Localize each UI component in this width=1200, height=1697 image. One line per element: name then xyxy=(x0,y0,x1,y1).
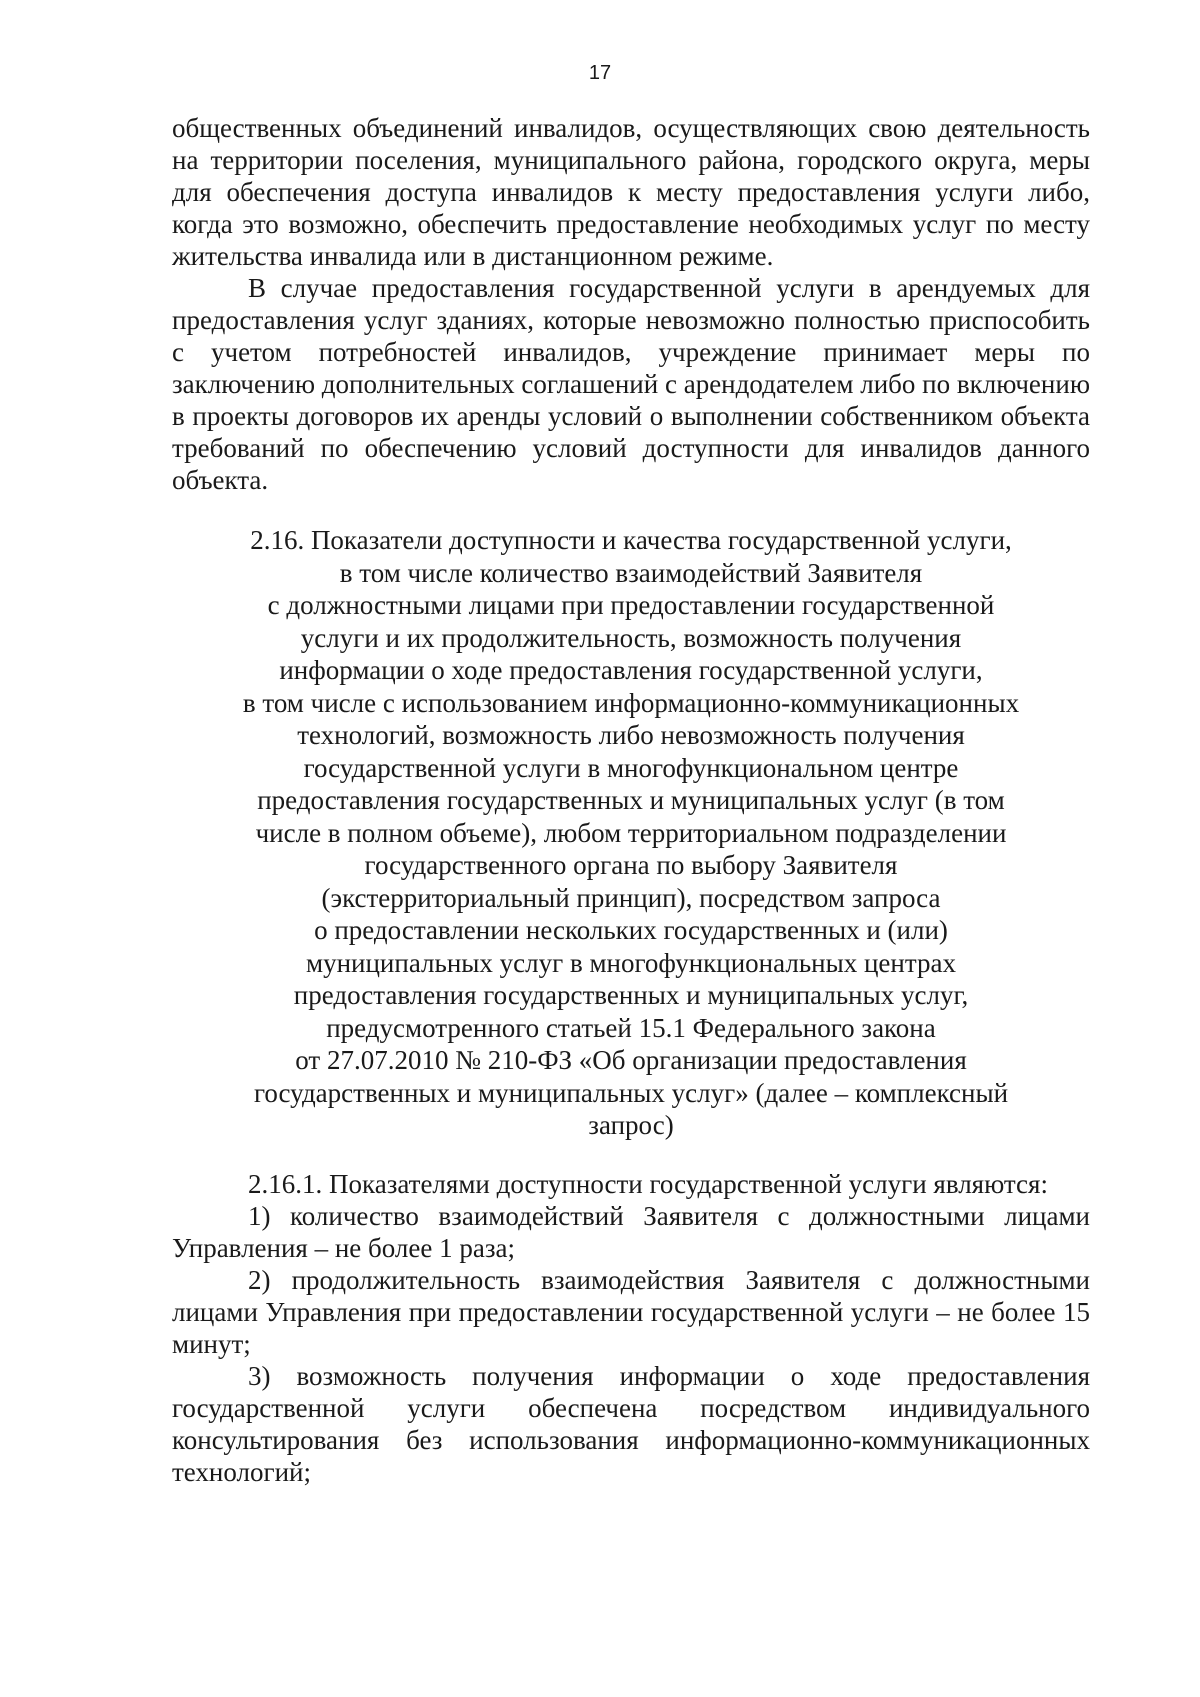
heading-line: предусмотренного статьей 15.1 Федерального закона xyxy=(326,1012,936,1043)
list-item-3: 3) возможность получения информации о ходе предоставления государственной услуги обеспечена посредством индивидуального консультирования без использования информационно-коммуникационных технологий; xyxy=(172,1360,1090,1487)
list-item-1: 1) количество взаимодействий Заявителя с должностными лицами Управления – не более 1 раза; xyxy=(172,1200,1090,1263)
heading-line: от 27.07.2010 № 210-ФЗ «Об организации предоставления xyxy=(295,1045,967,1075)
heading-line: государственного органа по выбору Заявителя xyxy=(364,850,898,880)
heading-line: государственной услуги в многофункциональном центре xyxy=(303,752,959,783)
document-body xyxy=(172,112,1090,1488)
heading-line: предоставления государственных и муниципальных услуг (в том xyxy=(257,785,1005,815)
page-number: 17 xyxy=(588,62,612,84)
heading-line: информации о ходе предоставления государственной услуги, xyxy=(279,655,983,685)
heading-line: (экстерриториальный принцип), посредством запроса xyxy=(321,882,941,913)
heading-line: числе в полном объеме), любом территориальном подразделении xyxy=(255,817,1007,848)
heading-line: в том числе количество взаимодействий Заявителя xyxy=(339,557,923,588)
heading-line: о предоставлении нескольких государственных и (или) xyxy=(314,915,948,945)
list-item-2: 2) продолжительность взаимодействия Заявителя с должностными лицами Управления при предоставлении государственной услуги – не более 15 минут; xyxy=(172,1264,1090,1359)
heading-line: в том числе с использованием информационно-коммуникационных xyxy=(242,687,1020,718)
heading-line: предоставления государственных и муниципальных услуг, xyxy=(293,980,969,1010)
section-heading-2-16 xyxy=(172,524,1090,1142)
heading-line: с должностными лицами при предоставлении государственной xyxy=(267,590,995,620)
heading-line: технологий, возможность либо невозможность получения xyxy=(297,720,965,750)
heading-line: муниципальных услуг в многофункциональных центрах xyxy=(306,947,956,978)
paragraph-continuation: общественных объединений инвалидов, осуществляющих свою деятельность на территории поселения, муниципального района, городского округа, меры для обеспечения доступа инвалидов к месту предоставления услуги либо, когда это возможно, обеспечить предоставление необходимых услуг по месту жительства инвалида или в дистанционном режиме. xyxy=(172,113,1090,271)
heading-line: запрос) xyxy=(588,1110,674,1140)
heading-line: услуги и их продолжительность, возможность получения xyxy=(300,622,962,653)
heading-line: 2.16. Показатели доступности и качества государственной услуги, xyxy=(250,525,1012,555)
heading-line: государственных и муниципальных услуг» (далее – комплексный xyxy=(253,1077,1009,1108)
paragraph-leased-buildings: В случае предоставления государственной услуги в арендуемых для предоставления услуг зданиях, которые невозможно полностью приспособить с учетом потребностей инвалидов, учреждение принимает меры по заключению дополнительных соглашений с арендодателем либо по включению в проекты договоров их аренды условий о выполнении собственником объекта требований по обеспечению условий доступности для инвалидов данного объекта. xyxy=(172,273,1090,495)
paragraph-2-16-1: 2.16.1. Показателями доступности государственной услуги являются: xyxy=(248,1168,1048,1199)
